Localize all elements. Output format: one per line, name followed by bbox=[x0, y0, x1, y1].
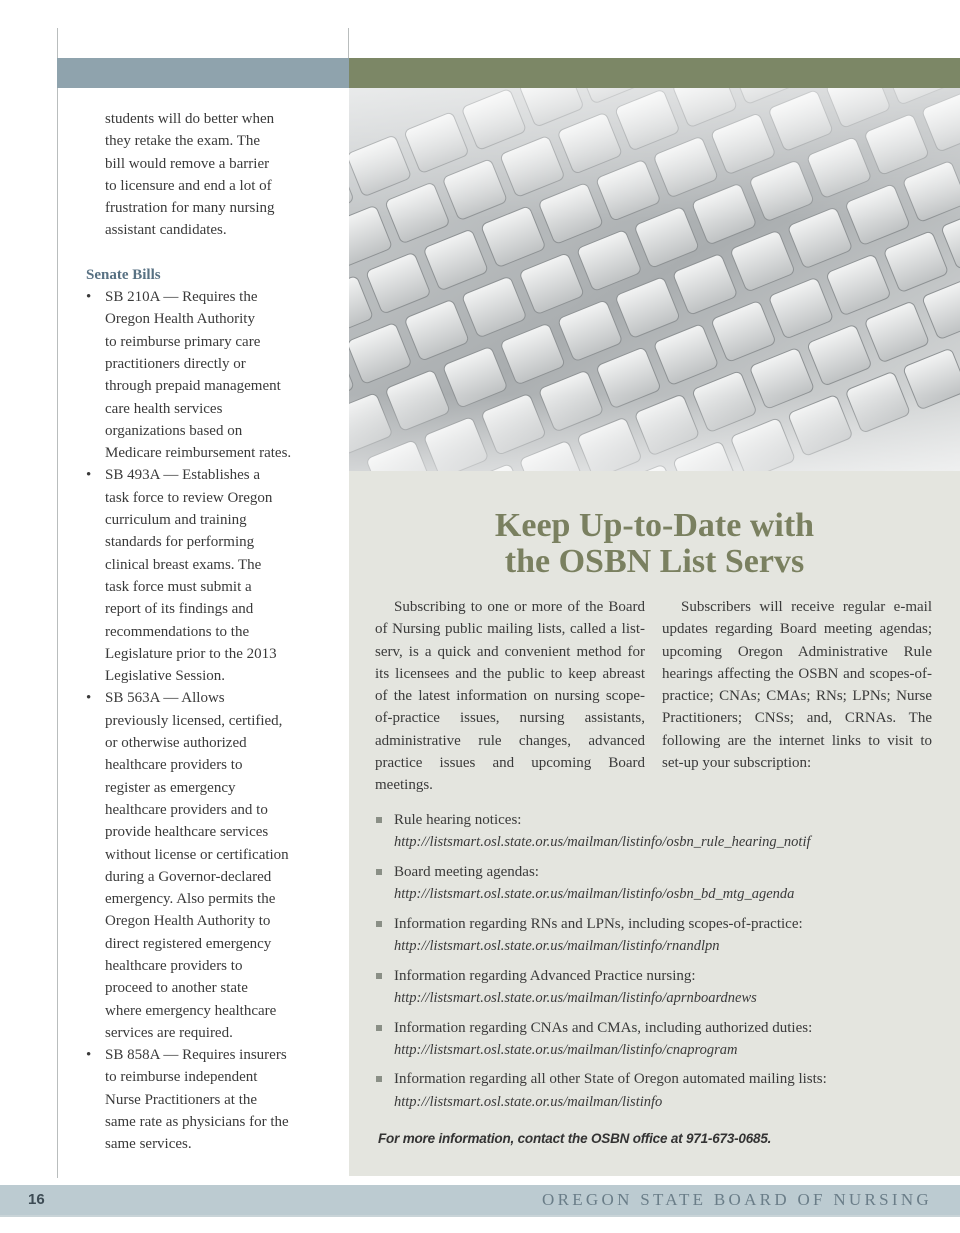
header-band-left bbox=[57, 58, 349, 88]
intro-line: assistant candidates. bbox=[105, 222, 227, 239]
body-paragraph: Subscribers will receive regular e-mail updates regarding Board meeting agendas; upcoming Oregon Administrative Rule hearings affecting the OSBN and scopes-of-practice; CNAs; CMAs; RNs; LPNs; Nurse Practitioners; CNSs; and, CRNAs. The following are the internet links to visit to set-up your subscription: bbox=[662, 599, 932, 772]
bill-line: or otherwise authorized bbox=[105, 735, 247, 752]
bill-line: SB 493A — Establishes a bbox=[105, 467, 261, 484]
subscription-url-link[interactable]: http://listsmart.osl.state.or.us/mailman/listinfo/osbn_rule_hearing_notif bbox=[394, 834, 811, 851]
panel-headline bbox=[349, 508, 960, 580]
laptop-keyboard-photo bbox=[349, 88, 960, 471]
contact-note: For more information, contact the OSBN office at 971-673-0685. bbox=[378, 1131, 772, 1146]
link-item bbox=[375, 861, 945, 906]
headline-line-1: Keep Up-to-Date with bbox=[494, 507, 815, 544]
page-number: 16 bbox=[28, 1191, 45, 1208]
bill-line: same rate as physicians for the bbox=[105, 1114, 289, 1131]
link-item bbox=[375, 965, 945, 1010]
bill-line: standards for performing bbox=[105, 534, 255, 551]
bill-line: previously licensed, certified, bbox=[105, 712, 283, 729]
link-label: Information regarding CNAs and CMAs, including authorized duties: bbox=[394, 1019, 813, 1036]
link-label: Board meeting agendas: bbox=[394, 863, 539, 880]
square-bullet-icon bbox=[376, 1076, 382, 1082]
bill-line: organizations based on bbox=[105, 422, 243, 439]
bill-line: Medicare reimbursement rates. bbox=[105, 445, 292, 462]
intro-line: to licensure and end a lot of bbox=[105, 177, 272, 194]
organization-name: OREGON STATE BOARD OF NURSING bbox=[542, 1190, 932, 1209]
bill-line: to reimburse independent bbox=[105, 1069, 258, 1086]
subscription-url-link[interactable]: http://listsmart.osl.state.or.us/mailman/listinfo/aprnboardnews bbox=[394, 989, 757, 1006]
bill-line: to reimburse primary care bbox=[105, 333, 261, 350]
link-label: Information regarding RNs and LPNs, including scopes-of-practice: bbox=[394, 915, 803, 932]
intro-line: they retake the exam. The bbox=[105, 133, 261, 150]
bullet-icon: • bbox=[86, 289, 92, 306]
bill-line: curriculum and training bbox=[105, 512, 247, 529]
link-item bbox=[375, 1017, 945, 1062]
bill-line: care health services bbox=[105, 400, 223, 417]
body-column-right bbox=[662, 596, 932, 774]
bill-item bbox=[86, 1044, 321, 1155]
footer-rule bbox=[0, 1215, 960, 1217]
subscription-url-link[interactable]: http://listsmart.osl.state.or.us/mailman/listinfo/cnaprogram bbox=[394, 1041, 738, 1058]
headline-line-2: the OSBN List Servs bbox=[504, 543, 805, 580]
subscription-links-list bbox=[375, 809, 945, 1120]
left-column bbox=[86, 108, 321, 1156]
link-label: Information regarding Advanced Practice nursing: bbox=[394, 967, 696, 984]
square-bullet-icon bbox=[376, 921, 382, 927]
bill-item bbox=[86, 286, 321, 464]
bill-line: register as emergency bbox=[105, 779, 236, 796]
body-column-left bbox=[375, 596, 645, 797]
bill-line: SB 858A — Requires insurers bbox=[105, 1047, 287, 1064]
bill-line: Oregon Health Authority to bbox=[105, 913, 271, 930]
subscription-url-link[interactable]: http://listsmart.osl.state.or.us/mailman/listinfo/rnandlpn bbox=[394, 938, 720, 955]
bill-line: healthcare providers to bbox=[105, 757, 243, 774]
bill-line: same services. bbox=[105, 1136, 192, 1153]
bullet-icon: • bbox=[86, 690, 92, 707]
bill-line: report of its findings and bbox=[105, 601, 254, 618]
link-item bbox=[375, 913, 945, 958]
bill-line: where emergency healthcare bbox=[105, 1002, 277, 1019]
bill-line: task force must submit a bbox=[105, 578, 252, 595]
bill-line: clinical breast exams. The bbox=[105, 556, 262, 573]
subscription-url-link[interactable]: http://listsmart.osl.state.or.us/mailman/listinfo bbox=[394, 1093, 663, 1110]
bill-line: during a Governor-declared bbox=[105, 868, 272, 885]
listserv-panel bbox=[349, 88, 960, 1176]
bill-line: proceed to another state bbox=[105, 980, 248, 997]
header-band-right bbox=[349, 58, 960, 88]
bill-line: healthcare providers and to bbox=[105, 801, 268, 818]
link-label: Rule hearing notices: bbox=[394, 812, 522, 828]
bill-line: services are required. bbox=[105, 1024, 233, 1041]
intro-line: students will do better when bbox=[105, 111, 275, 127]
section-heading-senate-bills: Senate Bills bbox=[86, 266, 161, 283]
intro-line: frustration for many nursing bbox=[105, 200, 275, 217]
bill-line: healthcare providers to bbox=[105, 957, 243, 974]
bill-line: provide healthcare services bbox=[105, 824, 269, 841]
subscription-url-link[interactable]: http://listsmart.osl.state.or.us/mailman/listinfo/osbn_bd_mtg_agenda bbox=[394, 886, 795, 903]
body-paragraph: Subscribing to one or more of the Board of Nursing public mailing lists, called a list-serv, is a quick and convenient method for its licensees and the public to keep abreast of the latest information on nursing scope-of-practice issues, nursing assistants, administrative rule changes, advanced practice issues and upcoming Board meetings. bbox=[375, 599, 645, 794]
bill-line: without license or certification bbox=[105, 846, 289, 863]
column-divider-mid bbox=[348, 28, 349, 58]
bill-line: SB 210A — Requires the bbox=[105, 289, 258, 306]
bullet-icon: • bbox=[86, 467, 92, 484]
bill-line: direct registered emergency bbox=[105, 935, 272, 952]
link-item bbox=[375, 809, 945, 854]
bill-line: task force to review Oregon bbox=[105, 489, 273, 506]
bill-line: through prepaid management bbox=[105, 378, 281, 395]
bill-line: recommendations to the bbox=[105, 623, 250, 640]
square-bullet-icon bbox=[376, 1025, 382, 1031]
bill-line: practitioners directly or bbox=[105, 355, 246, 372]
square-bullet-icon bbox=[376, 817, 382, 823]
bullet-icon: • bbox=[86, 1047, 92, 1064]
bill-line: Nurse Practitioners at the bbox=[105, 1091, 258, 1108]
column-divider-left bbox=[57, 28, 58, 1178]
link-item bbox=[375, 1068, 945, 1113]
bill-line: emergency. Also permits the bbox=[105, 891, 276, 908]
bill-item bbox=[86, 687, 321, 1044]
bill-item bbox=[86, 464, 321, 687]
bill-line: Legislature prior to the 2013 bbox=[105, 645, 277, 662]
bill-line: Oregon Health Authority bbox=[105, 311, 255, 328]
bill-line: Legislative Session. bbox=[105, 668, 225, 685]
senate-bills-list bbox=[86, 286, 321, 1156]
link-label: Information regarding all other State of Oregon automated mailing lists: bbox=[394, 1071, 827, 1088]
square-bullet-icon bbox=[376, 973, 382, 979]
square-bullet-icon bbox=[376, 869, 382, 875]
intro-line: bill would remove a barrier bbox=[105, 155, 270, 172]
bill-line: SB 563A — Allows bbox=[105, 690, 225, 707]
